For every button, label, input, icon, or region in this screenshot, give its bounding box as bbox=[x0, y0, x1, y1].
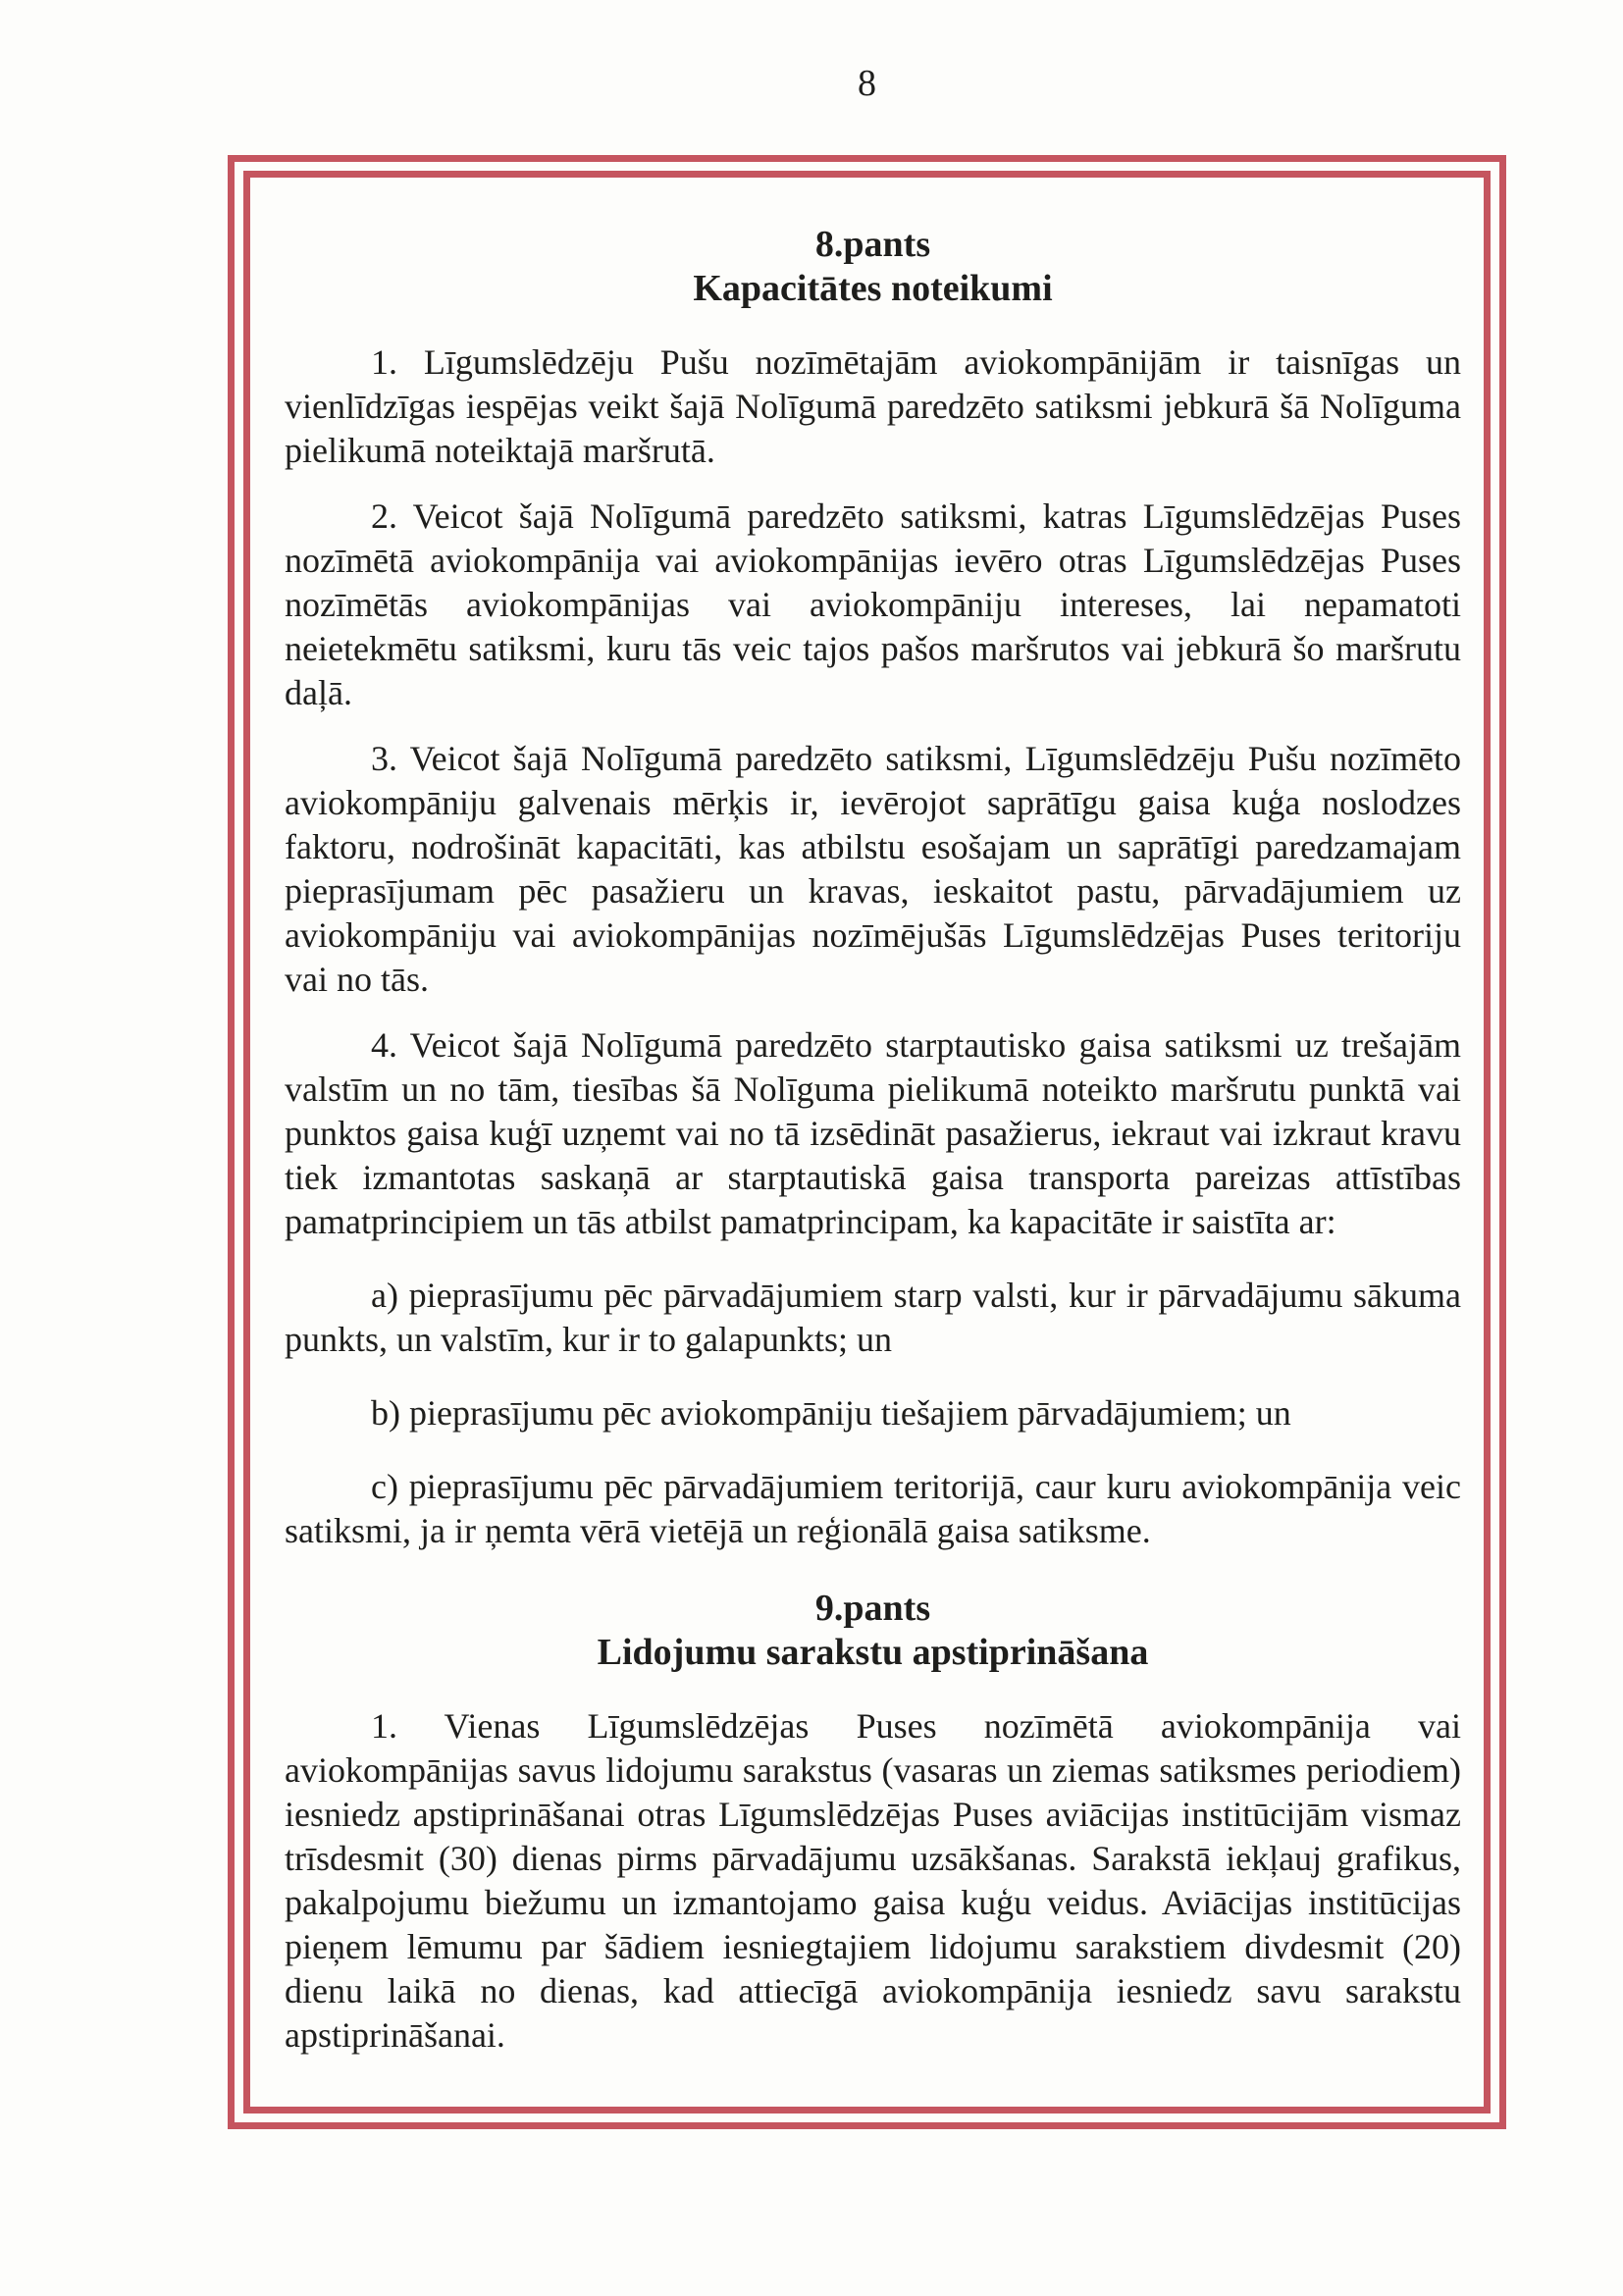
paragraph-8-4: 4. Veicot šajā Nolīgumā paredzēto starptautisko gaisa satiksmi uz trešajām valstīm un no tām, tiesības šā Nolīguma pielikumā noteikto maršrutu punktā vai punktos gaisa kuģī uzņemt vai no tā izsēdināt pasažierus, iekraut vai izkraut kravu tiek izmantotas saskaņā ar starptautiskā gaisa transporta pareizas attīstības pamatprincipiem un tās atbilst pamatprincipam, ka kapacitāte ir saistīta ar: bbox=[285, 1025, 1461, 1241]
decorative-border-inner-line bbox=[243, 171, 1491, 2113]
paragraph-8-2: 2. Veicot šajā Nolīgumā paredzēto satiksmi, katras Līgumslēdzējas Puses nozīmētā aviokompānija vai aviokompānijas ievēro otras Līgumslēdzējas Puses nozīmētās aviokompānijas vai aviokompāniju intereses, lai nepamatoti neietekmētu satiksmi, kuru tās veic tajos pašos maršrutos vai jebkurā šo maršrutu daļā. bbox=[285, 496, 1461, 712]
page-number: 8 bbox=[858, 63, 876, 104]
decorative-double-border bbox=[228, 155, 1506, 2129]
section-number: 9.pants bbox=[814, 1588, 931, 1629]
section-number: 8.pants bbox=[814, 224, 931, 265]
paragraph-8-1: 1. Līgumslēdzēju Pušu nozīmētajām aviokompānijām ir taisnīgas un vienlīdzīgas iespējas veikt šajā Nolīgumā paredzēto satiksmi jebkurā šā Nolīguma pielikumā noteiktajā maršrutā. bbox=[285, 342, 1461, 470]
paragraph-8-3: 3. Veicot šajā Nolīgumā paredzēto satiksmi, Līgumslēdzēju Pušu nozīmēto aviokompāniju galvenais mērķis ir, ievērojot saprātīgu gaisa kuģa noslodzes faktoru, nodrošināt kapacitāti, kas atbilstu esošajam un saprātīgi paredzamajam pieprasījumam pēc pasažieru un kravas, ieskaitot pastu, pārvadājumiem uz aviokompāniju vai aviokompānijas nozīmējušās Līgumslēdzējas Puses teritoriju vai no tās. bbox=[285, 739, 1461, 999]
list-item-c: c) pieprasījumu pēc pārvadājumiem teritorijā, caur kuru aviokompānija veic satiksmi, ja ir ņemta vērā vietējā un reģionālā gaisa satiksme. bbox=[285, 1467, 1461, 1550]
section-heading-9 bbox=[285, 1587, 1461, 1675]
section-title: Lidojumu sarakstu apstiprināšana bbox=[597, 1632, 1149, 1673]
list-item-a: a) pieprasījumu pēc pārvadājumiem starp valsti, kur ir pārvadājumu sākuma punkts, un valstīm, kur ir to galapunkts; un bbox=[285, 1276, 1461, 1359]
paragraph-9-1: 1. Vienas Līgumslēdzējas Puses nozīmētā aviokompānija vai aviokompānijas savus lidojumu sarakstus (vasaras un ziemas satiksmes periodiem) iesniedz apstiprināšanai otras Līgumslēdzējas Puses aviācijas institūcijām vismaz trīsdesmit (30) dienas pirms pārvadājumu uzsākšanas. Sarakstā iekļauj grafikus, pakalpojumu biežumu un izmantojamo gaisa kuģu veidus. Aviācijas institūcijas pieņem lēmumu par šādiem iesniegtajiem lidojumu sarakstiem divdesmit (20) dienu laikā no dienas, kad attiecīgā aviokompānija iesniedz savu sarakstu apstiprināšanai. bbox=[285, 1706, 1461, 2055]
section-heading-8 bbox=[285, 223, 1461, 311]
section-title: Kapacitātes noteikumi bbox=[693, 268, 1053, 309]
document-content bbox=[250, 178, 1484, 2058]
list-item-b: b) pieprasījumu pēc aviokompāniju tiešajiem pārvadājumiem; un bbox=[371, 1393, 1291, 1433]
